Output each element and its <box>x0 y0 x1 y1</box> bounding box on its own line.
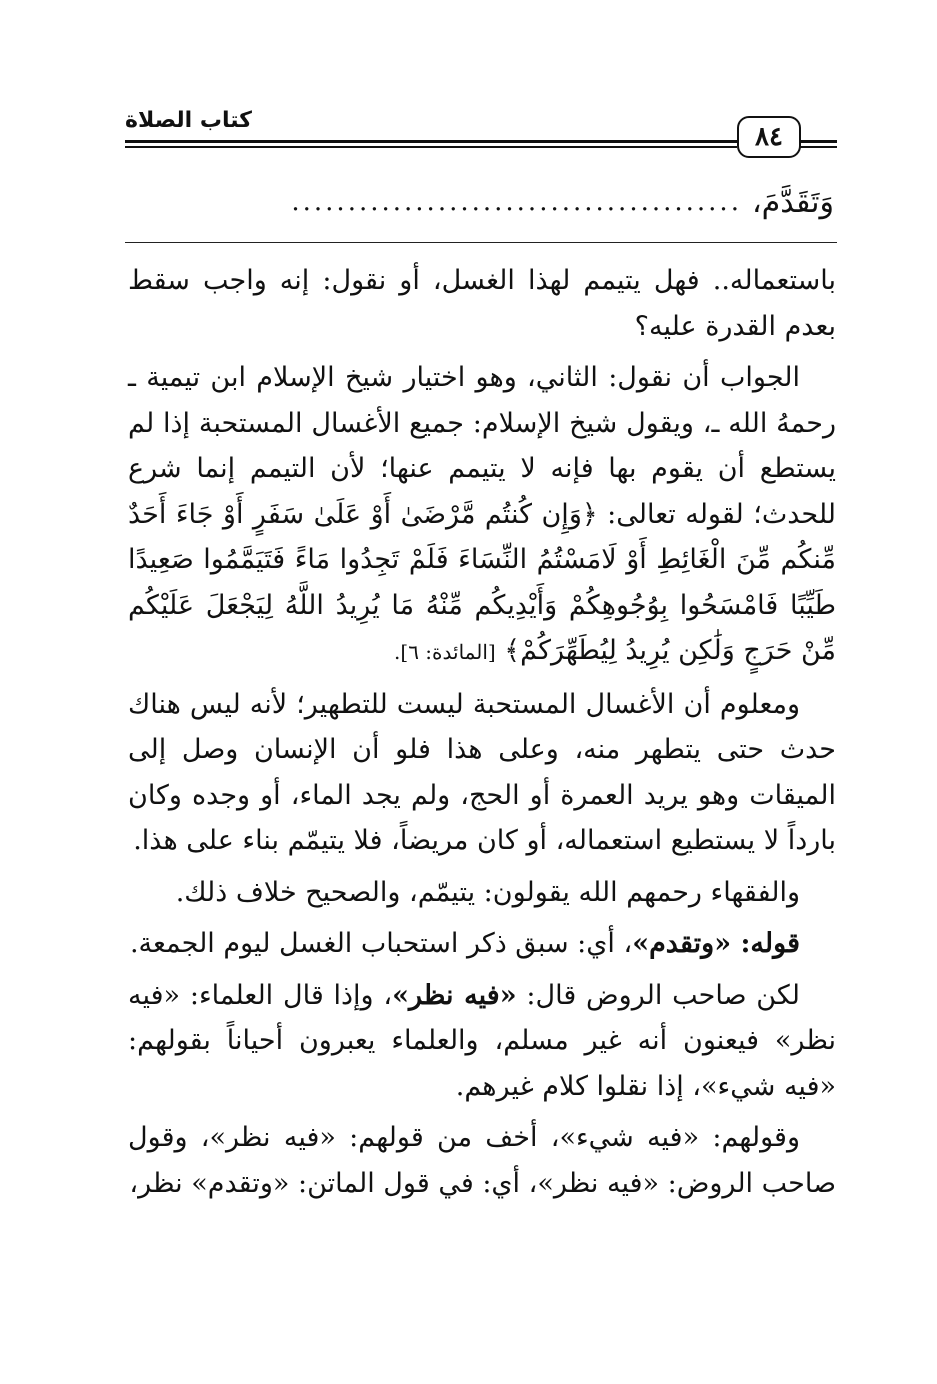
paragraph <box>128 258 836 349</box>
paragraph <box>128 973 836 1110</box>
header-rule <box>125 140 737 143</box>
matn-text: وَتَقَدَّمَ، <box>751 184 834 220</box>
section-divider <box>125 242 837 243</box>
matn-dots: ........................................ <box>291 187 742 217</box>
paragraph-text: ومعلوم أن الأغسال المستحبة ليست للتطهير؛ لأنه ليس هناك حدث حتى يتطهر منه، وعلى هذا فلو أن الإنسان وصل إلى الميقات وهو يريد العمرة أو الحج، ولم يجد الماء، أو وجده وكان بارداً لا يستطيع استعماله، أو كان مريضاً، فلا يتيمّم بناء على هذا. <box>128 688 836 856</box>
paragraph-text: الجواب أن نقول: الثاني، وهو اختيار شيخ الإسلام ابن تيمية ـ رحمهُ الله ـ، ويقول شيخ الإسلام: جميع الأغسال المستحبة إذا لم يستطع أن يقوم بها فإنه لا يتيمم عنها؛ لأن التيمم إنما شرع للحدث؛ لقوله تعالى: <box>128 362 836 530</box>
paragraph <box>128 682 836 864</box>
quran-verse: ﴿وَإِن كُنتُم مَّرْضَىٰ أَوْ عَلَىٰ سَفَرٍ أَوْ جَاءَ أَحَدٌ مِّنكُم مِّنَ الْغَائِطِ أَوْ لَامَسْتُمُ النِّسَاءَ فَلَمْ تَجِدُوا مَاءً فَتَيَمَّمُوا صَعِيدًا طَيِّبًا فَامْسَحُوا بِوُجُوهِكُمْ وَأَيْدِيكُم مِّنْهُ مَا يُرِيدُ اللَّهُ لِيَجْعَلَ عَلَيْكُم مِّنْ حَرَجٍ وَلَٰكِن يُرِيدُ لِيُطَهِّرَكُمْ﴾ <box>128 498 836 666</box>
commentary-body <box>128 258 836 1212</box>
quoted-phrase: «فيه نظر» <box>392 979 517 1011</box>
running-title: كتاب الصلاة <box>125 108 258 133</box>
paragraph-text: باستعماله.. فهل يتيمم لهذا الغسل، أو نقول: إنه واجب سقط بعدم القدرة عليه؟ <box>128 265 836 342</box>
header-rule <box>797 146 837 148</box>
page-header <box>125 108 837 158</box>
paragraph <box>128 870 836 916</box>
paragraph-text: لكن صاحب الروض قال: <box>526 979 800 1011</box>
paragraph-text: وقولهم: «فيه شيء»، أخف من قولهم: «فيه نظر»، وقول صاحب الروض: «فيه نظر»، أي: في قول الماتن: «وتقدم» نظر، <box>128 1122 836 1199</box>
header-rule <box>125 146 737 148</box>
paragraph-text: ، أي: سبق ذكر استحباب الغسل ليوم الجمعة. <box>129 928 633 959</box>
header-rule <box>797 140 837 143</box>
paragraph <box>128 1115 836 1206</box>
paragraph-text: ، وإذا قال العلماء: «فيه نظر» فيعنون أنه غير مسلم، والعلماء يعبرون أحياناً بقولهم: «فيه شيء»، إذا نقلوا كلام غيرهم. <box>128 979 836 1102</box>
paragraph <box>128 921 836 967</box>
page-number: ٨٤ <box>737 116 801 158</box>
matn-line <box>128 180 834 224</box>
verse-reference: [المائدة: ٦]. <box>394 640 496 664</box>
paragraph-text: والفقهاء رحمهم الله يقولون: يتيمّم، والصحيح خلاف ذلك. <box>175 876 800 908</box>
lemma-heading: قوله: «وتقدم» <box>632 928 800 959</box>
paragraph <box>128 355 836 676</box>
